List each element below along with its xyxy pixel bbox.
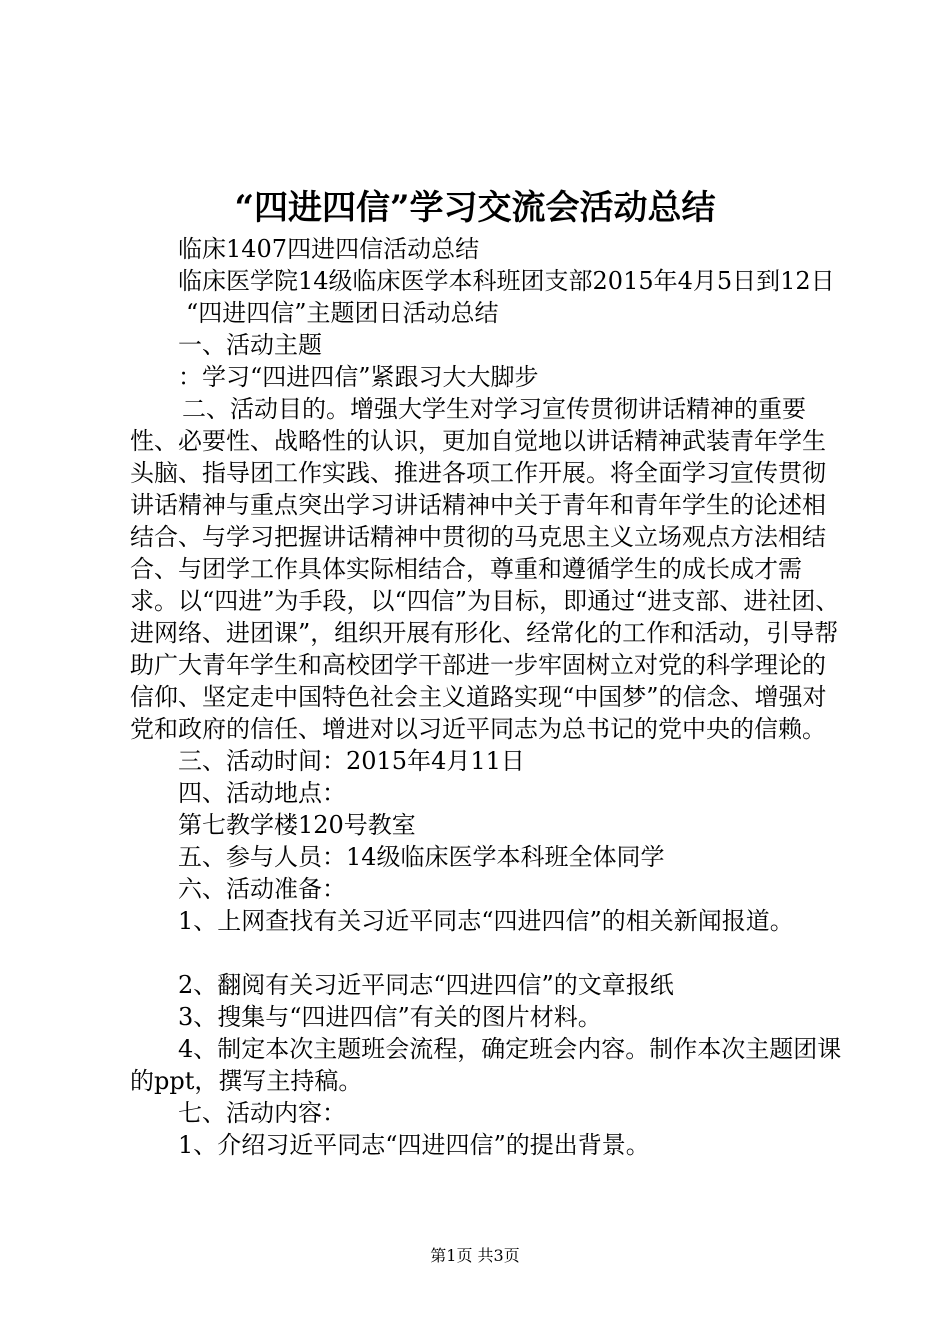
list-item: 4、制定本次主题班会流程，确定班会内容。制作本次主题团课的ppt，撰写主持稿。 xyxy=(130,1035,842,1095)
list-item: 1、上网查找有关习近平同志“四进四信”的相关新闻报道。 xyxy=(178,907,794,935)
paragraph: “四进四信”主题团日活动总结 xyxy=(186,299,499,327)
page-footer: 第1页 共3页 xyxy=(430,1246,520,1265)
list-item: 3、搜集与“四进四信”有关的图片材料。 xyxy=(178,1003,602,1031)
paragraph: 临床医学院14级临床医学本科班团支部2015年4月5日到12日 xyxy=(178,267,835,295)
blank-line xyxy=(130,937,842,969)
section-heading: 一、活动主题 xyxy=(178,331,322,359)
list-item: 1、介绍习近平同志“四进四信”的提出背景。 xyxy=(178,1131,650,1159)
section-heading: 四、活动地点： xyxy=(178,779,346,807)
paragraph: ：学习“四进四信”紧跟习大大脚步 xyxy=(178,363,539,391)
section-heading: 六、活动准备： xyxy=(178,875,346,903)
list-item: 2、翻阅有关习近平同志“四进四信”的文章报纸 xyxy=(178,971,674,999)
paragraph: 第七教学楼120号教室 xyxy=(178,811,416,839)
paragraph: 五、参与人员：14级临床医学本科班全体同学 xyxy=(178,843,665,871)
paragraph: 临床1407四进四信活动总结 xyxy=(178,235,480,263)
paragraph: 二、活动目的。增强大学生对学习宣传贯彻讲话精神的重要性、必要性、战略性的认识，更加自觉地以讲话精神武装青年学生头脑、指导团工作实践、推进各项工作开展。将全面学习宣传贯彻讲话精神与重点突出学习讲话精神中关于青年和青年学生的论述相结合、与学习把握讲话精神中贯彻的马克思主义立场观点方法相结合、与团学工作具体实际相结合，尊重和遵循学生的成长成才需求。以“四进”为手段，以“四信”为目标，即通过“进支部、进社团、进网络、进团课”，组织开展有形化、经常化的工作和活动，引导帮助广大青年学生和高校团学干部进一步牢固树立对党的科学理论的信仰、坚定走中国特色社会主义道路实现“中国梦”的信念、增强对党和政府的信任、增进对以习近平同志为总书记的党中央的信赖。 xyxy=(130,395,840,743)
document-body xyxy=(130,233,842,1161)
paragraph: 三、活动时间：2015年4月11日 xyxy=(178,747,525,775)
document-title: “四进四信”学习交流会活动总结 xyxy=(234,188,716,228)
section-heading: 七、活动内容： xyxy=(178,1099,346,1127)
